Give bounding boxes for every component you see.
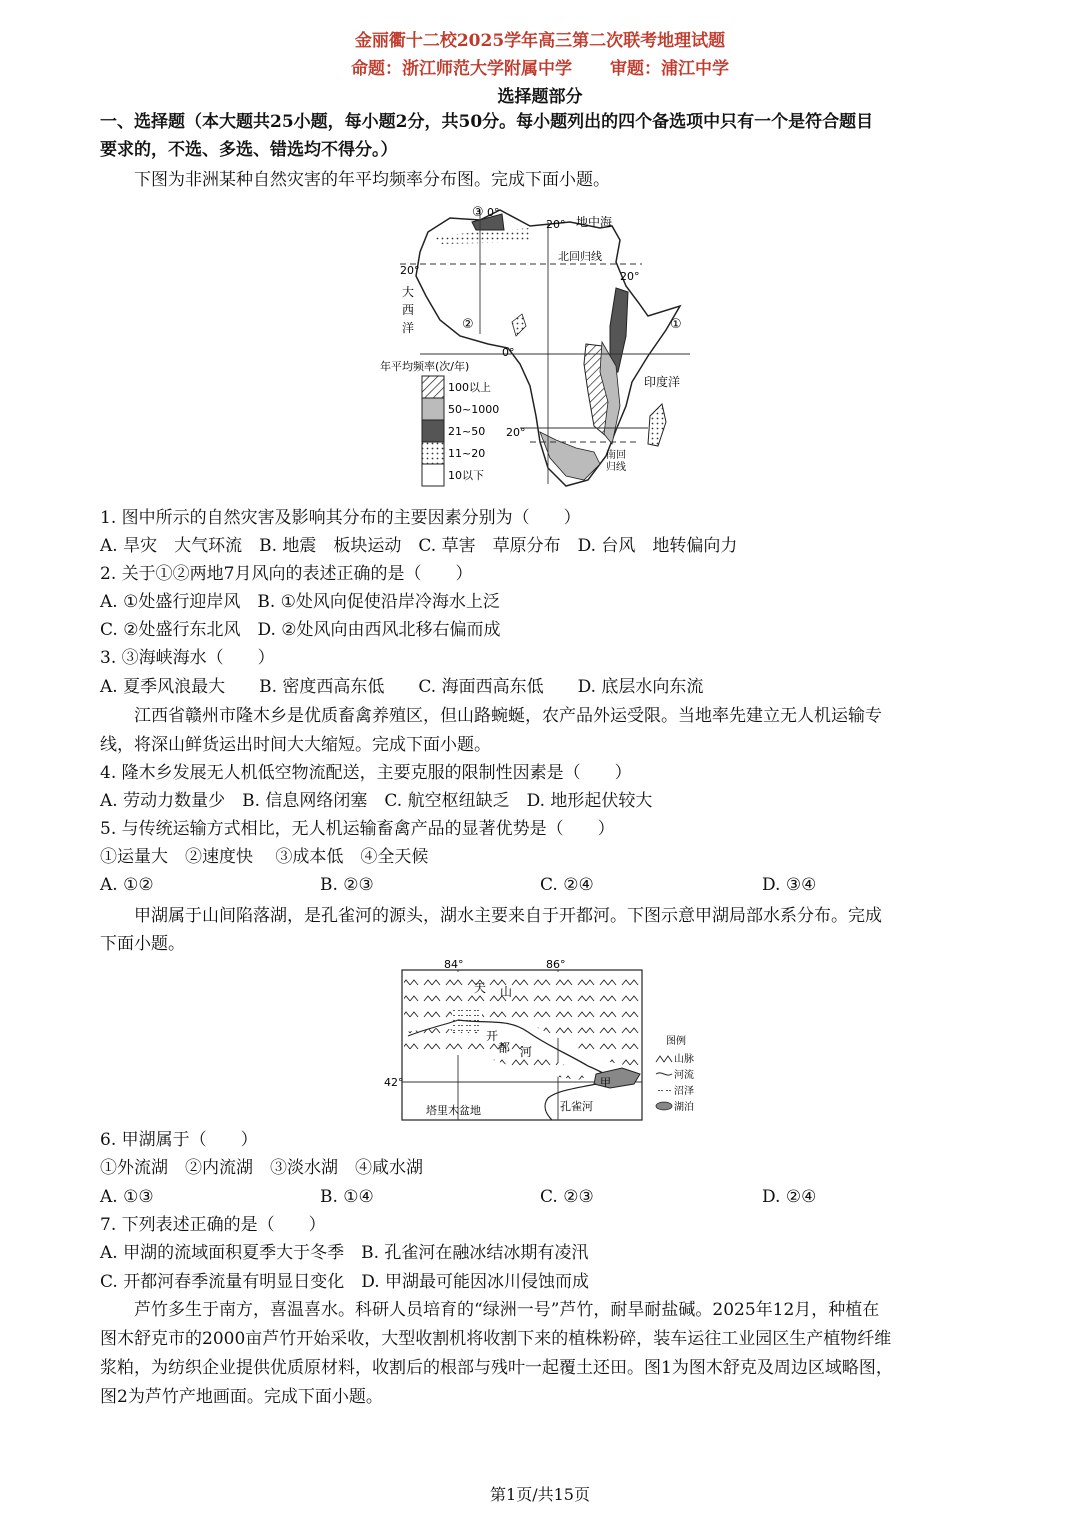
q6-option-d: D. ②④ — [762, 1187, 817, 1207]
q5-stem: 5. 与传统运输方式相比，无人机运输畜禽产品的显著优势是（ ） — [100, 819, 615, 839]
q5-option-b: B. ②③ — [320, 875, 374, 895]
intro-luzhu-3: 浆粕，为纺织企业提供优质原材料，收割后的根部与残叶一起覆土还田。图1为图木舒克及周边区域略图， — [100, 1358, 893, 1378]
q5-items: ①运量大 ②速度快 ③成本低 ④全天候 — [100, 847, 429, 867]
map2-lon84: 84° — [444, 958, 464, 971]
q6-option-c: C. ②③ — [540, 1187, 594, 1207]
label-med: 地中海 — [576, 215, 613, 229]
label-tropic-n: 北回归线 — [558, 250, 602, 263]
map2-lat42: 42° — [384, 1076, 404, 1089]
q2-options-2: C. ②处盛行东北风 D. ②处风向由西风北移右偏而成 — [100, 620, 501, 640]
intro-jiahu-1: 甲湖属于山间陷落湖，是孔雀河的源头，湖水主要来自于开都河。下图示意甲湖局部水系分布。完成 — [134, 906, 882, 926]
label-atl1: 大 — [402, 285, 415, 299]
label-indian: 印度洋 — [644, 375, 681, 389]
exam-title: 金丽衢十二校2025学年高三第二次联考地理试题 — [354, 31, 726, 51]
intro-ganzhou-1: 江西省赣州市隆木乡是优质畜禽养殖区，但山路蜿蜒，农产品外运受限。当地率先建立无人机运输专 — [134, 706, 882, 726]
page-footer: 第1页/共15页 — [490, 1485, 590, 1504]
intro-luzhu-1: 芦竹多生于南方，喜温喜水。科研人员培育的“绿洲一号”芦竹，耐旱耐盐碱。2025年12月，种植在 — [134, 1300, 880, 1320]
lake-jia-map — [378, 958, 708, 1124]
q3-options: A. 夏季风浪最大 B. 密度西高东低 C. 海面西高东低 D. 底层水向东流 — [100, 677, 704, 697]
instructions-line-2: 要求的，不选、多选、错选均不得分。） — [100, 140, 398, 160]
map2-jia: 甲 — [600, 1076, 611, 1089]
q7-options-2: C. 开都河春季流量有明显日变化 D. 甲湖最可能因冰川侵蚀而成 — [100, 1272, 590, 1292]
intro-ganzhou-2: 线，将深山鲜货运出时间大大缩短。完成下面小题。 — [100, 735, 491, 755]
q4-stem: 4. 隆木乡发展无人机低空物流配送，主要克服的限制性因素是（ ） — [100, 763, 632, 783]
map2-legend-item-0: 山脉 — [674, 1054, 694, 1065]
map2-legend-item-2: 沼泽 — [674, 1086, 694, 1097]
q5-option-c: C. ②④ — [540, 875, 594, 895]
q5-option-d: D. ③④ — [762, 875, 817, 895]
label-mark3: ③ — [472, 205, 484, 220]
label-mark1: ① — [670, 317, 682, 332]
q6-option-b: B. ①④ — [320, 1187, 374, 1207]
q7-options-1: A. 甲湖的流域面积夏季大于冬季 B. 孔雀河在融冰结冰期有凌汛 — [100, 1243, 589, 1263]
q1-options: A. 旱灾 大气环流 B. 地震 板块运动 C. 草害 草原分布 D. 台风 地转偏向力 — [100, 536, 738, 556]
q7-stem: 7. 下列表述正确的是（ ） — [100, 1215, 326, 1235]
label-tropic-s1: 南回 — [606, 450, 626, 461]
label-tropic-s2: 归线 — [606, 462, 626, 473]
africa-disaster-map — [380, 196, 700, 494]
section-title: 选择题部分 — [497, 87, 583, 107]
map2-legend-title: 图例 — [666, 1036, 686, 1047]
legend-item-4: 10以下 — [448, 469, 484, 482]
q2-options-1: A. ①处盛行迎岸风 B. ①处风向促使沿岸冷海水上泛 — [100, 592, 500, 612]
label-mark2: ② — [462, 317, 474, 332]
map2-tian: 天 — [474, 981, 487, 995]
label-lat20-s: 20° — [506, 426, 526, 439]
q4-options: A. 劳动力数量少 B. 信息网络闭塞 C. 航空枢纽缺乏 D. 地形起伏较大 — [100, 791, 653, 811]
q6-option-a: A. ①③ — [100, 1187, 154, 1207]
intro-jiahu-2: 下面小题。 — [100, 934, 185, 954]
intro-africa: 下图为非洲某种自然灾害的年平均频率分布图。完成下面小题。 — [134, 170, 610, 190]
label-atl3: 洋 — [402, 321, 415, 335]
map2-he: 河 — [520, 1045, 533, 1059]
map2-du: 都 — [498, 1041, 511, 1055]
q2-stem: 2. 关于①②两地7月风向的表述正确的是（ ） — [100, 564, 473, 584]
q3-stem: 3. ③海峡海水（ ） — [100, 648, 275, 668]
legend-title: 年平均频率(次/年) — [380, 360, 470, 373]
legend-item-0: 100以上 — [448, 381, 491, 394]
map2-kai: 开 — [486, 1029, 499, 1043]
map2-tarim: 塔里木盆地 — [426, 1104, 481, 1117]
legend-item-2: 21~50 — [448, 425, 486, 438]
map2-kongque: 孔雀河 — [560, 1100, 593, 1113]
map2-shan: 山 — [500, 985, 513, 999]
map2-legend-item-3: 湖泊 — [674, 1102, 694, 1113]
setter: 命题：浙江师范大学附属中学 — [351, 59, 573, 79]
map2-legend-item-1: 河流 — [674, 1070, 694, 1081]
label-atl2: 西 — [402, 303, 415, 317]
exam-authors — [0, 54, 1080, 79]
map2-lon86: 86° — [546, 958, 566, 971]
instructions-line-1: 一、选择题（本大题共25小题，每小题2分，共50分。每小题列出的四个备选项中只有一个是符合题目 — [100, 112, 874, 132]
reviewer: 审题：浦江中学 — [609, 59, 729, 79]
q6-stem: 6. 甲湖属于（ ） — [100, 1130, 258, 1150]
q5-option-a: A. ①② — [100, 875, 154, 895]
q1-stem: 1. 图中所示的自然灾害及影响其分布的主要因素分别为（ ） — [100, 508, 581, 528]
intro-luzhu-4: 图2为芦竹产地画面。完成下面小题。 — [100, 1387, 383, 1407]
madagascar — [648, 404, 666, 446]
label-lat0-top: 0° — [487, 206, 500, 219]
intro-luzhu-2: 图木舒克市的2000亩芦竹开始采收，大型收割机将收割下来的植株粉碎，装车运往工业园区生产植物纤维 — [100, 1329, 892, 1349]
label-lat20-left: 20° — [400, 264, 420, 277]
label-lon20: 20° — [546, 218, 566, 231]
legend-item-1: 50~1000 — [448, 403, 500, 416]
legend-item-3: 11~20 — [448, 447, 486, 460]
label-eq0: 0° — [502, 346, 515, 359]
q6-items: ①外流湖 ②内流湖 ③淡水湖 ④咸水湖 — [100, 1158, 423, 1178]
label-lat20-right: 20° — [620, 270, 640, 283]
